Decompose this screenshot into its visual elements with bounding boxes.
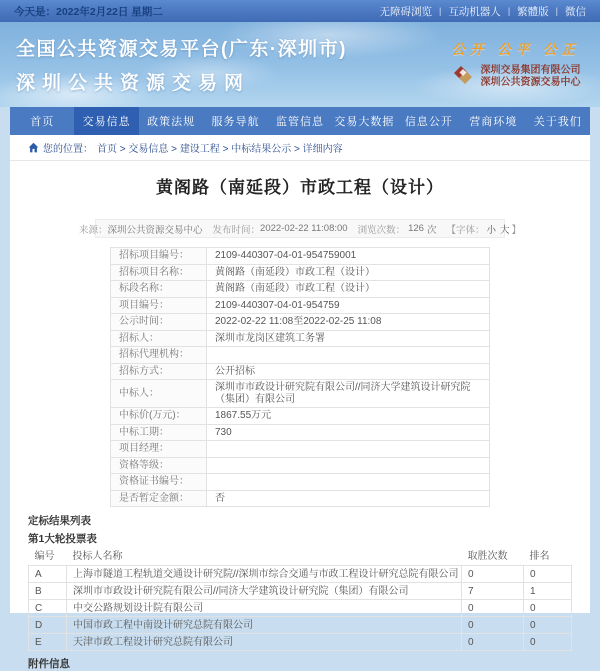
vote-col-header: 取胜次数 [467,551,508,562]
topbar-link[interactable]: 微信 [565,5,586,18]
detail-label: 招标方式： [111,363,207,380]
breadcrumb-item[interactable]: 中标结果公示 [231,143,292,155]
article-content [10,161,590,670]
topbar-link[interactable]: 繁體版 [517,5,549,18]
detail-label: 项目编号： [111,297,207,314]
detail-value: 2109-440307-04-01-954759001 [207,248,490,265]
detail-label: 招标项目编号： [111,248,207,265]
breadcrumb-prefix: 您的位置： [43,144,93,155]
nav-item-service[interactable]: 服务导航 [211,116,260,128]
detail-value: 黄阁路（南延段）市政工程（设计） [207,264,490,281]
topbar-link[interactable]: 互动机器人 [448,5,501,18]
detail-label: 资格证书编号： [111,474,207,491]
detail-label: 中标人： [111,380,207,408]
breadcrumb-item[interactable]: 交易信息 [128,143,169,155]
vote-cell: 中交公路规划设计院有限公司 [67,600,462,617]
vote-cell: 天津市政工程设计研究总院有限公司 [67,634,462,651]
vote-row [29,617,572,634]
detail-row [111,380,490,408]
detail-row [111,490,490,507]
vote-cell: 中国市政工程中南设计研究总院有限公司 [67,617,462,634]
detail-row [111,347,490,364]
detail-value: 深圳市市政设计研究院有限公司//同济大学建筑设计研究院（集团）有限公司 [207,380,490,408]
topbar-separator: | [438,6,442,16]
today-date: 今天是：2022年2月22日 星期二 [14,5,163,18]
nav-item-policy[interactable]: 政策法规 [147,116,196,128]
org-name-1: 深圳交易集团有限公司 [480,64,581,76]
org-block [451,63,582,92]
breadcrumb-separator: > [291,143,303,155]
vote-row [29,634,572,651]
breadcrumb-item[interactable]: 建设工程 [179,143,220,155]
vote-result-table [28,548,572,651]
shenzhen-exchange-logo-icon [451,63,475,92]
breadcrumb [10,135,590,161]
detail-value [207,457,490,474]
detail-row [111,281,490,298]
vote-cell: A [29,566,67,583]
detail-label: 资格等级： [111,457,207,474]
topbar-separator: | [555,6,558,16]
detail-label: 招标项目名称： [111,264,207,281]
site-title-line2: 深圳公共资源交易网 [16,73,251,94]
detail-value: 黄阁路（南延段）市政工程（设计） [207,281,490,298]
detail-label: 标段名称： [111,281,207,298]
detail-row [111,248,490,265]
pubtime-value: 2022-02-22 11:08:00 [260,223,348,234]
detail-row [111,264,490,281]
nav-item-home[interactable]: 首页 [30,116,55,128]
topbar-link[interactable]: 无障碍浏览 [379,5,432,18]
breadcrumb-item: 详细内容 [302,143,343,155]
nav-item-supervision[interactable]: 监管信息 [275,116,324,128]
vote-row [29,583,572,600]
detail-value: 否 [207,490,490,507]
detail-label: 中标价(万元)： [111,408,207,425]
site-title-block [16,34,347,95]
bid-detail-table [110,247,490,507]
detail-value [207,441,490,458]
vote-cell: 0 [462,617,524,634]
detail-value [207,347,490,364]
site-brand-block [451,38,582,92]
font-size-suffix: 】 [511,224,522,236]
nav-item-business-env[interactable]: 营商环境 [469,116,518,128]
vote-row [29,566,572,583]
nav-item-disclosure[interactable]: 信息公开 [404,116,453,128]
vote-cell: 0 [524,600,572,617]
vote-cell: 1 [524,583,572,600]
views-label: 浏览次数： [357,224,406,236]
detail-row [111,474,490,491]
views-count: 126 [408,223,424,234]
vote-cell: E [29,634,67,651]
nav-item-bigdata[interactable]: 交易大数据 [334,116,395,128]
vote-col-header: 编号 [34,551,55,562]
detail-label: 中标工期： [111,424,207,441]
vote-cell: 7 [462,583,524,600]
topbar-links [379,4,586,19]
vote-cell: D [29,617,67,634]
source-label: 来源： [79,224,108,236]
detail-label: 招标代理机构： [111,347,207,364]
vote-cell: 0 [524,566,572,583]
pubtime-label: 发布时间： [212,224,261,236]
vote-round-heading: 第1大轮投票表 [28,533,97,545]
topbar [0,0,600,22]
vote-cell: 0 [524,617,572,634]
org-names [480,65,580,90]
nav-item-trade-info[interactable]: 交易信息 [74,107,138,135]
vote-cell: 0 [462,600,524,617]
org-name-2: 深圳公共资源交易中心 [480,77,581,88]
vote-col-header: 投标人名称 [72,551,123,562]
vote-header-row [29,548,572,566]
vote-cell: 深圳市市政设计研究院有限公司//同济大学建筑设计研究院（集团）有限公司 [67,583,462,600]
detail-value: 730 [207,424,490,441]
detail-value: 1867.55万元 [207,408,490,425]
site-banner [0,22,600,107]
vote-cell: 上海市隧道工程轨道交通设计研究院//深圳市综合交通与市政工程设计研究总院有限公司 [67,566,462,583]
vote-cell: C [29,600,67,617]
detail-value: 2109-440307-04-01-954759 [207,297,490,314]
detail-value [207,474,490,491]
detail-label: 项目经理： [111,441,207,458]
breadcrumb-path [97,139,343,157]
detail-row [111,314,490,331]
breadcrumb-separator: > [168,143,180,155]
page-title: 黄阁路（南延段）市政工程（设计） [156,178,444,197]
font-larger-button[interactable]: 大 [499,224,510,236]
detail-value: 2022-02-22 11:08至2022-02-25 11:08 [207,314,490,331]
detail-label: 公示时间： [111,314,207,331]
vote-cell: 0 [524,634,572,651]
detail-row [111,297,490,314]
home-icon [28,142,39,153]
detail-row [111,408,490,425]
breadcrumb-separator: > [117,143,129,155]
nav-item-about[interactable]: 关于我们 [533,116,582,128]
topbar-separator: | [507,6,511,16]
detail-row [111,441,490,458]
breadcrumb-item[interactable]: 首页 [97,143,117,155]
main-nav [10,107,590,135]
slogan-text: 公开 公平 公正 [451,41,580,57]
detail-row [111,424,490,441]
attachment-heading-cutoff: 附件信息 [28,658,70,670]
detail-value: 深圳市龙岗区建筑工务署 [207,330,490,347]
breadcrumb-separator: > [219,143,232,155]
detail-value: 公开招标 [207,363,490,380]
detail-label: 招标人： [111,330,207,347]
detail-row [111,457,490,474]
detail-row [111,330,490,347]
source-value: 深圳公共资源交易中心 [107,224,203,236]
vote-row [29,600,572,617]
detail-label: 是否暂定金额： [111,490,207,507]
font-size-prefix: 【字体： [446,224,485,236]
vote-cell: 0 [462,566,524,583]
site-title-line1: 全国公共资源交易平台(广东·深圳市) [16,39,347,60]
font-smaller-button[interactable]: 小 [486,224,496,236]
vote-col-header: 排名 [529,551,550,562]
vote-cell: B [29,583,67,600]
views-unit: 次 [426,224,437,236]
vote-cell: 0 [462,634,524,651]
article-meta-bar [79,219,522,238]
detail-row [111,363,490,380]
result-list-heading: 定标结果列表 [28,515,91,527]
